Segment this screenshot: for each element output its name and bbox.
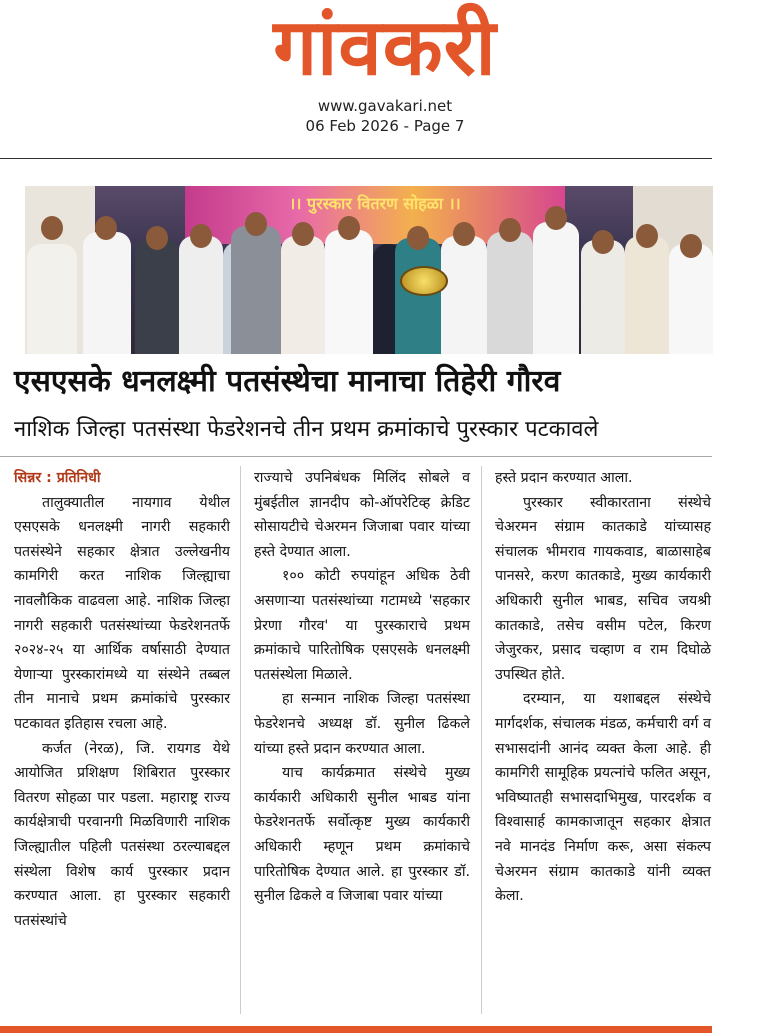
headline-divider xyxy=(0,456,712,457)
paragraph: याच कार्यक्रमात संस्थेचे मुख्य कार्यकारी अधिकारी सुनील भाबड यांना फेडरेशनतर्फे सर्वोत्कृष्ट मुख्य कार्यकारी अधिकारी म्हणून प्रथम क्रमांकाचे पारितोषिक देण्यात आले. हा पुरस्कार डॉ. सुनील ढिकले व जिजाबा पवार यांच्या xyxy=(254,765,470,905)
paragraph: पुरस्कार स्वीकारताना संस्थेचे चेअरमन संग्राम कातकाडे यांच्यासह संचालक भीमराव गायकवाड, बाळासाहेब पानसरे, करण कातकाडे, मुख्य कार्यकारी अधिकारी सुनील भाबड, सचिव जयश्री कातकाडे, तसेच वसीम पटेल, किरण जेजुरकर, प्रसाद चव्हाण व राम दिघोळे उपस्थित होते. xyxy=(495,494,711,683)
masthead xyxy=(0,0,770,160)
paragraph: राज्याचे उपनिबंधक मिलिंद सोबले व मुंबईतील ज्ञानदीप को-ऑपरेटिव्ह क्रेडिट सोसायटीचे चेअरमन जिजाबा पवार यांच्या हस्ते देण्यात आला. xyxy=(254,470,470,560)
byline: सिन्नर : प्रतिनिधी xyxy=(14,470,101,486)
article-subheadline: नाशिक जिल्हा पतसंस्था फेडरेशनचे तीन प्रथम क्रमांकाचे पुरस्कार पटकावले xyxy=(14,417,599,442)
photo-person-head xyxy=(41,216,63,240)
photo-person-head xyxy=(292,222,314,246)
photo-person-head xyxy=(95,216,117,240)
photo-person xyxy=(669,244,713,354)
photo-person xyxy=(179,236,223,354)
photo-person-head xyxy=(453,222,475,246)
paragraph: कर्जत (नेरळ), जि. रायगड येथे आयोजित प्रशिक्षण शिबिरात पुरस्कार वितरण सोहळा पार पडला. महाराष्ट्र राज्य कार्यक्षेत्राची परवानगी मिळविणारी नाशिक जिल्ह्यातील पहिली पतसंस्था ठरल्याबद्दल संस्थेला विशेष कार्य पुरस्कार प्रदान करण्यात आला. हा पुरस्कार सहकारी पतसंस्थांचे xyxy=(14,740,230,929)
paragraph: १०० कोटी रुपयांहून अधिक ठेवी असणाऱ्या पतसंस्थांच्या गटामध्ये 'सहकार प्रेरणा गौरव' या पुरस्काराचे प्रथम क्रमांकाचे पारितोषिक एसएसके धनलक्ष्मी पतसंस्थेला मिळाले. xyxy=(254,568,470,683)
paragraph: तालुक्यातील नायगाव येथील एसएसके धनलक्ष्मी नागरी सहकारी पतसंस्थेने सहकार क्षेत्रात उल्लेखनीय कामगिरी करत नाशिक जिल्ह्याचा नावलौकिक वाढवला आहे. नाशिक जिल्हा नागरी सहकारी पतसंस्थांच्या फेडरेशनतर्फे २०२४-२५ या आर्थिक वर्षासाठी देण्यात येणाऱ्या पुरस्कारांमध्ये या संस्थेने तब्बल तीन मानाचे प्रथम क्रमांकांचे पुरस्कार पटकावत इतिहास रचला आहे. xyxy=(14,494,230,732)
photo-person xyxy=(135,239,179,354)
photo-person xyxy=(581,240,625,354)
paragraph: हस्ते प्रदान करण्यात आला. xyxy=(495,470,633,486)
paragraph: दरम्यान, या यशाबद्दल संस्थेचे मार्गदर्शक, संचालक मंडळ, कर्मचारी वर्ग व सभासदांनी आनंद व्यक्त केला आहे. ही कामगिरी सामूहिक प्रयत्नांचे फलित असून, भविष्यातही सभासदाभिमुख, पारदर्शक व विश्वासार्ह कामकाजातून सहकार क्षेत्रात नवे मानदंड निर्माण करू, असा संकल्प चेअरमन संग्राम कातकाडे यांनी व्यक्त केला. xyxy=(495,691,711,905)
photo-person xyxy=(231,226,281,354)
photo-person-head xyxy=(636,224,658,248)
photo-person xyxy=(325,230,373,354)
photo-person-head xyxy=(499,218,521,242)
photo-person-head xyxy=(407,226,429,250)
masthead-divider xyxy=(0,158,712,159)
photo-person xyxy=(625,236,669,354)
article-headline: एसएसके धनलक्ष्मी पतसंस्थेचा मानाचा तिहेरी गौरव xyxy=(14,364,561,399)
photo-person xyxy=(441,236,487,354)
photo-person-head xyxy=(245,212,267,236)
photo-person xyxy=(533,222,579,354)
banner-text: ।। पुरस्कार वितरण सोहळा ।। xyxy=(289,194,461,213)
photo-person-head xyxy=(190,224,212,248)
photo-person xyxy=(27,244,77,354)
photo-person-head xyxy=(592,230,614,254)
footer-bar xyxy=(0,1026,712,1033)
photo-person-head xyxy=(680,234,702,258)
photo-person xyxy=(281,236,325,354)
article-column-2 xyxy=(254,466,470,909)
website-url[interactable]: www.gavakari.net xyxy=(317,97,453,115)
article-column-3 xyxy=(495,466,711,909)
trophy-icon xyxy=(400,266,448,296)
newspaper-logo: गांवकरी xyxy=(273,3,497,93)
photo-person xyxy=(395,238,441,354)
article-column-1 xyxy=(14,466,230,933)
photo-person-head xyxy=(545,206,567,230)
photo-person xyxy=(487,232,533,354)
column-divider xyxy=(481,466,482,1014)
paragraph: हा सन्मान नाशिक जिल्हा पतसंस्था फेडरेशनचे अध्यक्ष डॉ. सुनील ढिकले यांच्या हस्ते प्रदान करण्यात आला. xyxy=(254,691,470,757)
photo-person xyxy=(83,232,131,354)
photo-person-head xyxy=(146,226,168,250)
dateline: 06 Feb 2026 - Page 7 xyxy=(305,117,465,135)
column-divider xyxy=(240,466,241,1014)
event-photo xyxy=(25,186,713,354)
photo-person-head xyxy=(338,216,360,240)
